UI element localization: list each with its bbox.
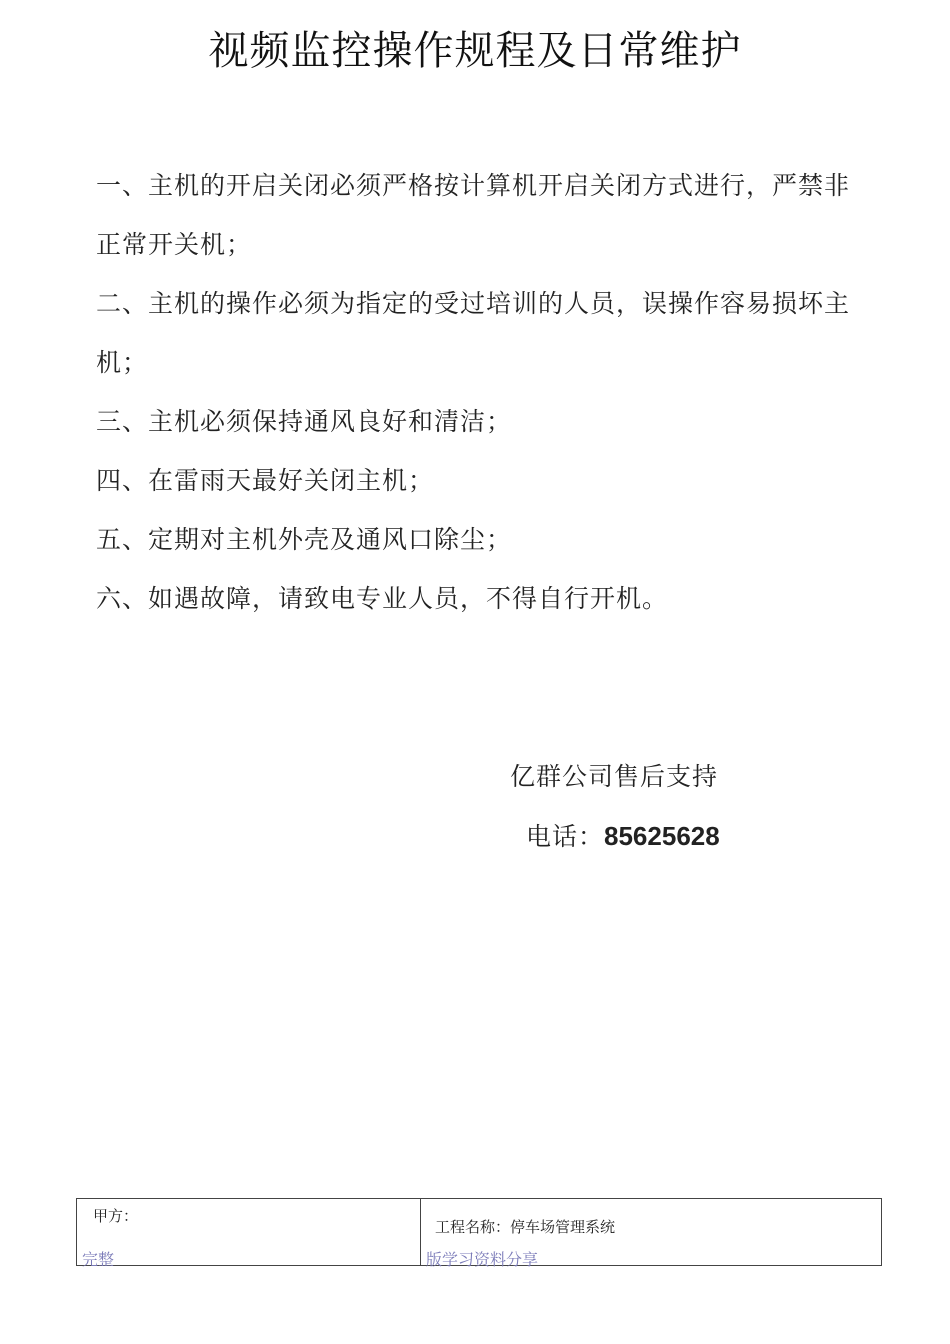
rule-line-3: 三、主机必须保持通风良好和清洁； [96, 407, 513, 436]
rules-list [96, 156, 886, 628]
party-a-label: 甲方： [93, 1207, 139, 1225]
phone-label: 电话： [526, 822, 605, 851]
signature-phone [526, 817, 720, 853]
document-title: 视频监控操作规程及日常维护 [208, 28, 742, 74]
rule-line-1: 一、主机的开启关闭必须严格按计算机开启关闭方式进行，严禁非 [96, 171, 851, 200]
phone-number: 85625628 [604, 821, 720, 851]
rule-line-2-continued: 机； [96, 348, 149, 377]
footer-divider [420, 1199, 421, 1265]
rule-line-1-continued: 正常开关机； [96, 230, 253, 259]
rule-line-2: 二、主机的操作必须为指定的受过培训的人员，误操作容易损坏主 [96, 289, 851, 318]
rule-line-4: 四、在雷雨天最好关闭主机； [96, 466, 435, 495]
rule-line-5: 五、定期对主机外壳及通风口除尘； [96, 525, 513, 554]
signature-company: 亿群公司售后支持 [510, 762, 719, 791]
watermark-right: 版学习资料分享 [426, 1250, 539, 1269]
watermark-left: 完整 [82, 1250, 115, 1269]
rule-line-6: 六、如遇故障，请致电专业人员，不得自行开机。 [96, 584, 669, 613]
project-name-label: 工程名称：停车场管理系统 [435, 1218, 616, 1236]
